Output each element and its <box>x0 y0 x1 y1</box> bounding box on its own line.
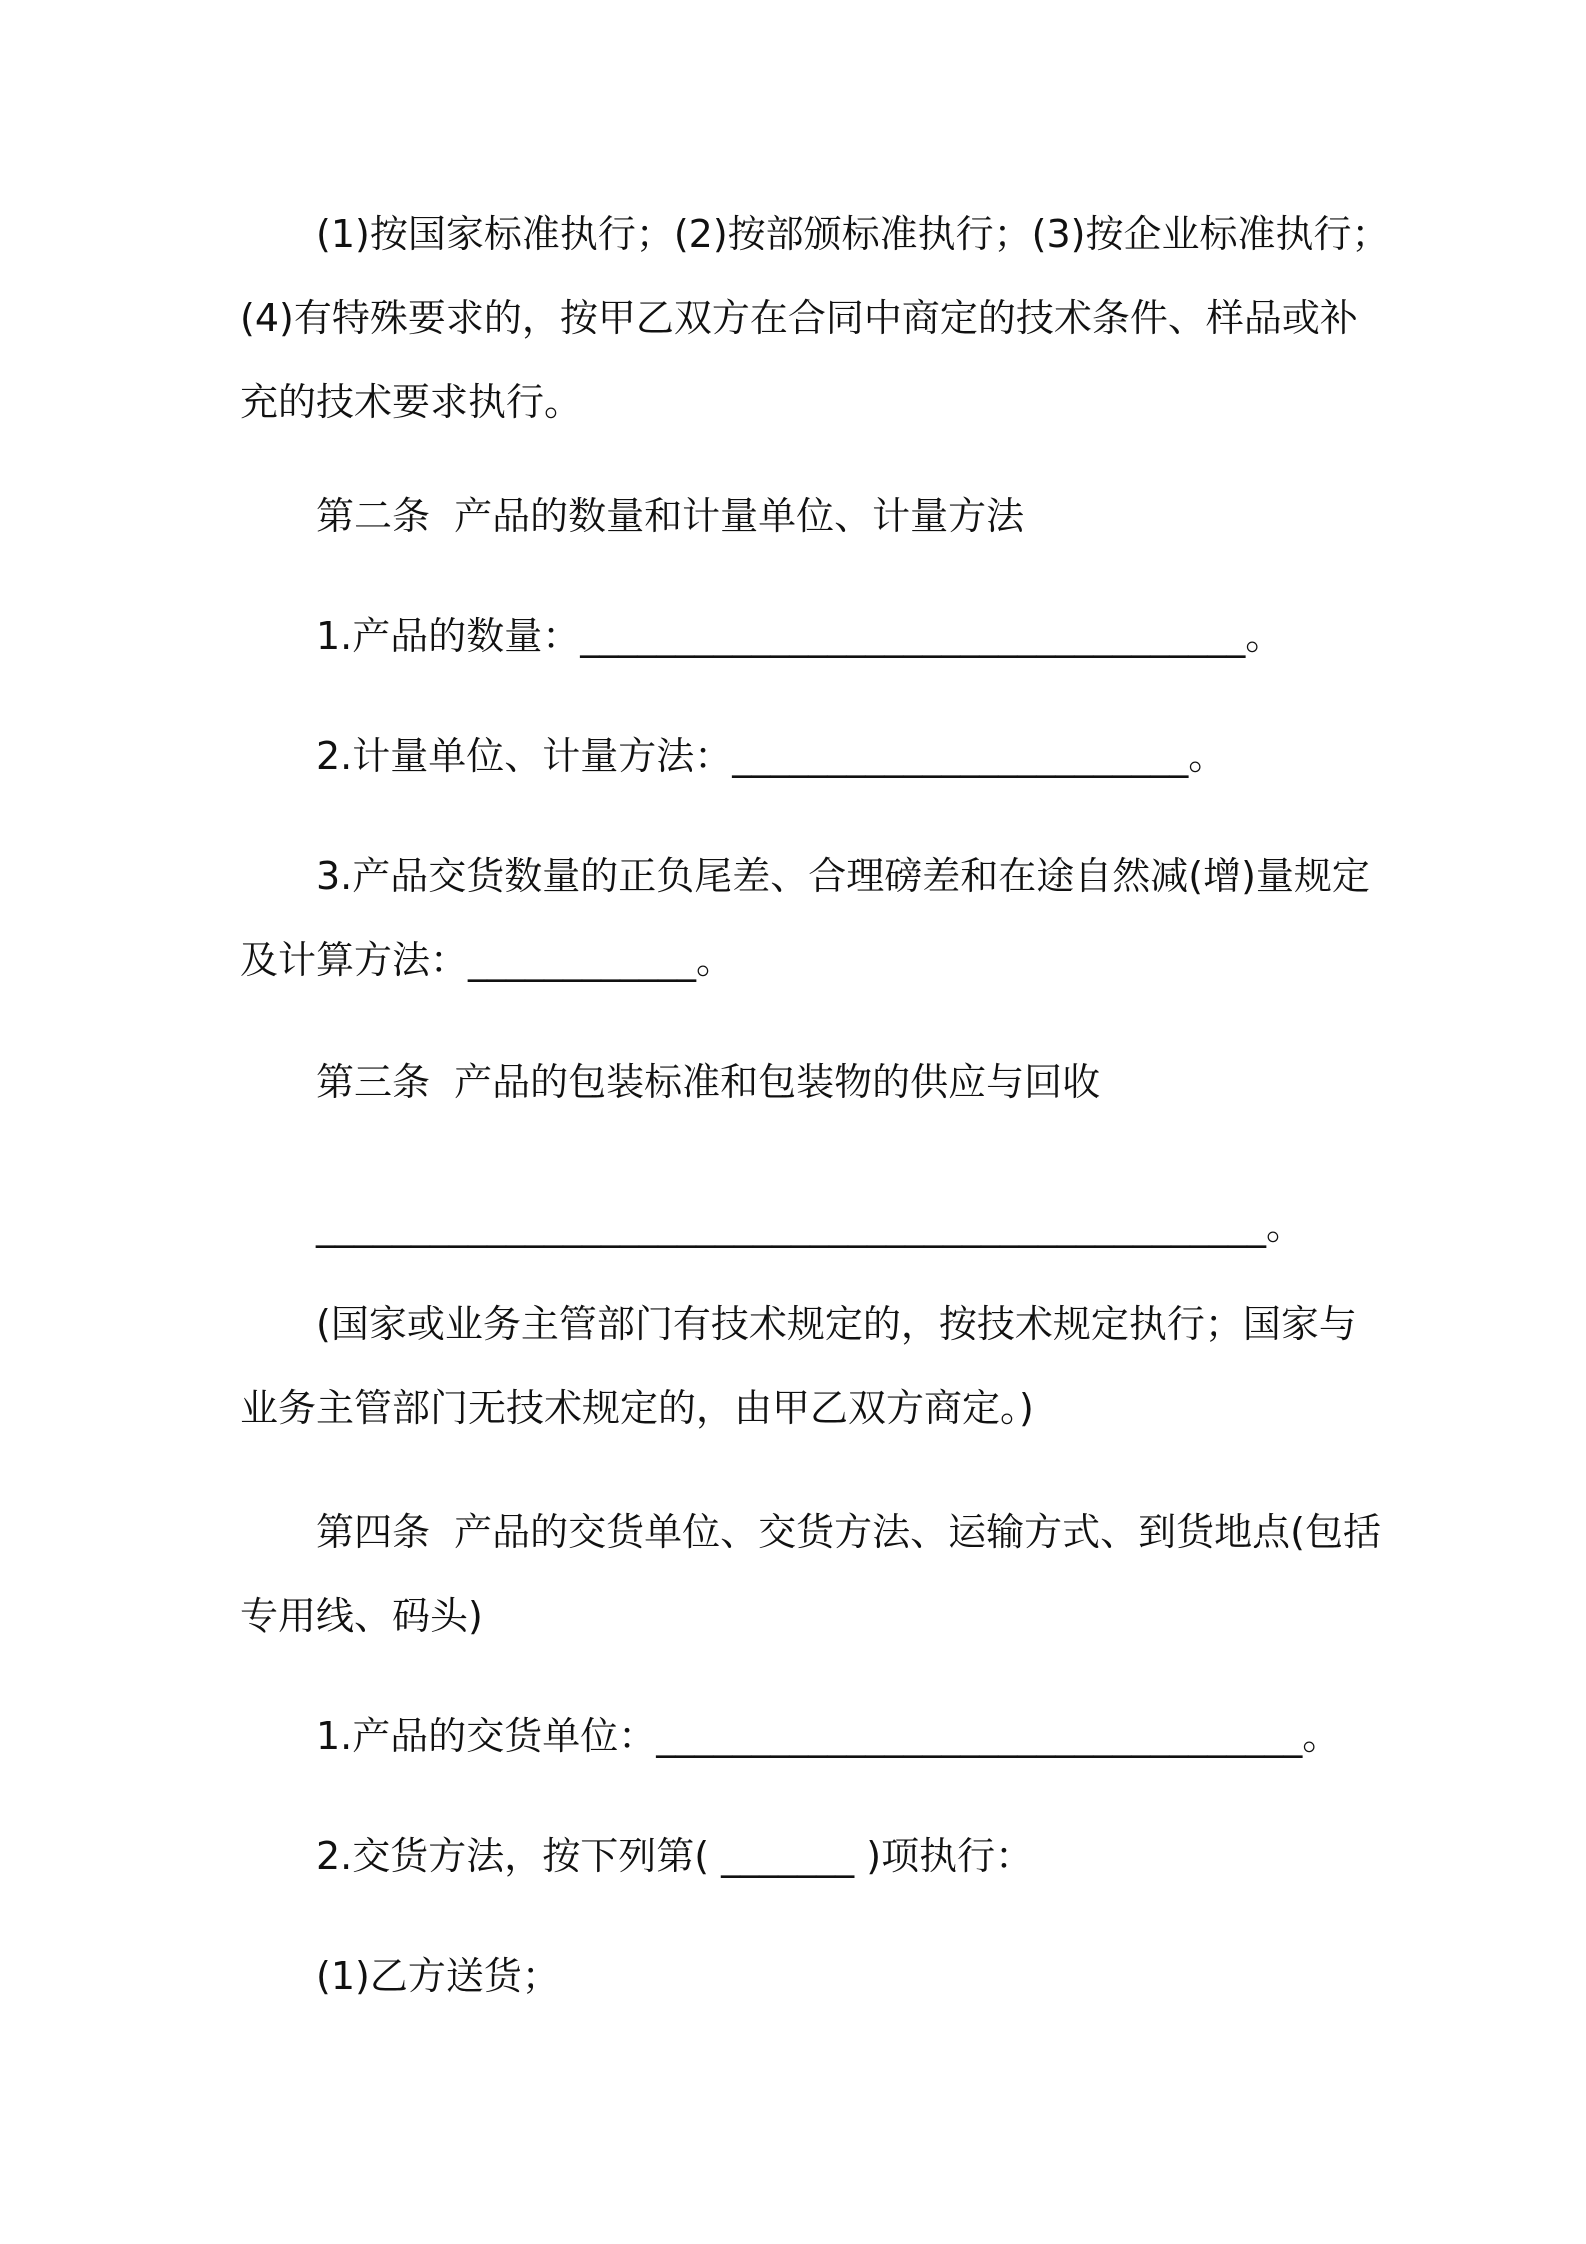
heading-text: 第三条 产品的包装标准和包装物的供应与回收 <box>316 1060 1101 1104</box>
text-line: __________________________________________________。 <box>316 1204 1305 1248</box>
text-line: 及计算方法：____________。 <box>240 938 735 982</box>
article-3-blank <box>240 1184 1360 1268</box>
article-4-heading <box>240 1490 1381 1658</box>
heading-text: 专用线、码头) <box>240 1594 483 1638</box>
text-line: (4)有特殊要求的，按甲乙双方在合同中商定的技术条件、样品或补 <box>240 296 1358 340</box>
article-4-item-1 <box>240 1694 1360 1778</box>
article-2-heading <box>240 474 1360 558</box>
article-4-item-2 <box>240 1814 1360 1898</box>
text-line: 2.计量单位、计量方法：________________________。 <box>316 734 1227 778</box>
heading-text: 第二条 产品的数量和计量单位、计量方法 <box>316 494 1025 538</box>
text-line: 3.产品交货数量的正负尾差、合理磅差和在途自然减(增)量规定 <box>316 854 1370 898</box>
article-3-note <box>240 1282 1360 1450</box>
text-line: (国家或业务主管部门有技术规定的，按技术规定执行；国家与 <box>316 1302 1357 1346</box>
article-2-item-2 <box>240 714 1360 798</box>
text-line: 业务主管部门无技术规定的，由甲乙双方商定。) <box>240 1386 1034 1430</box>
article-2-item-1 <box>240 594 1360 678</box>
article-3-heading <box>240 1040 1360 1124</box>
text-line: 2.交货方法，按下列第( _______ )项执行： <box>316 1834 1034 1878</box>
text-line: 充的技术要求执行。 <box>240 380 583 424</box>
text-line: (1)乙方送货； <box>316 1954 560 1998</box>
text-line: 1.产品的交货单位：__________________________________。 <box>316 1714 1341 1758</box>
article-2-item-3 <box>240 834 1370 1002</box>
standards-options-paragraph <box>240 192 1390 444</box>
text-line: (1)按国家标准执行；(2)按部颁标准执行；(3)按企业标准执行； <box>316 212 1390 256</box>
text-line: 1.产品的数量：___________________________________。 <box>316 614 1284 658</box>
heading-text: 第四条 产品的交货单位、交货方法、运输方式、到货地点(包括 <box>316 1510 1381 1554</box>
article-4-item-2-option-1 <box>240 1934 1360 2018</box>
